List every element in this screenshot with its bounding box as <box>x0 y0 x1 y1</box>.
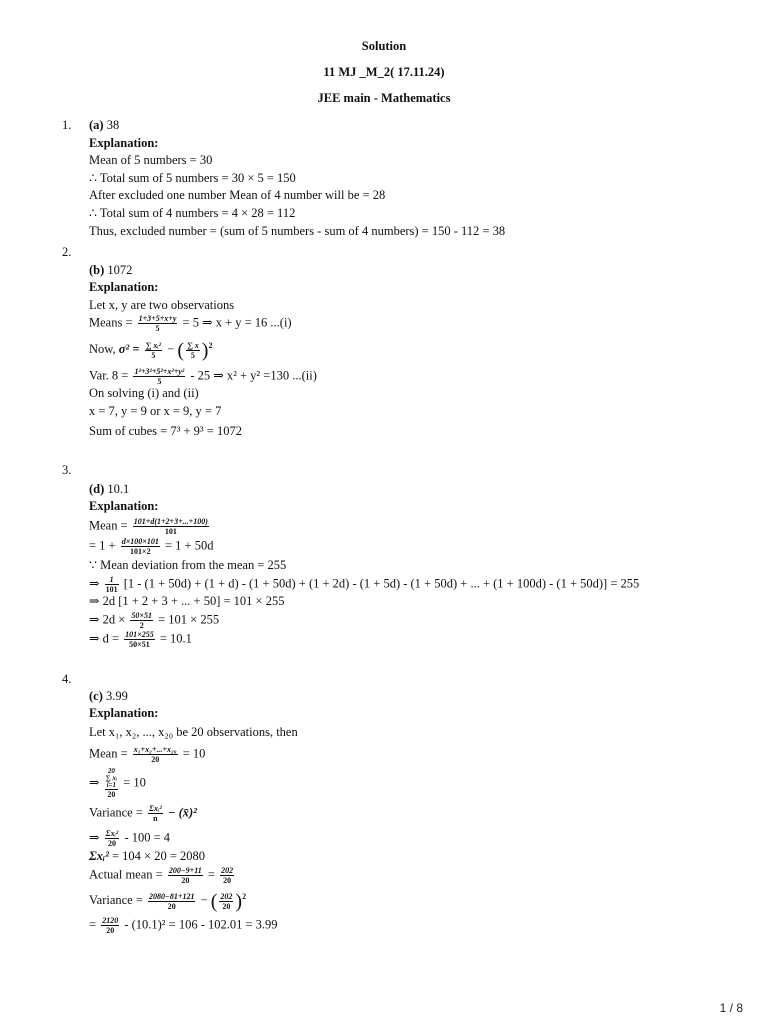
q3-2d-fraction <box>130 611 153 630</box>
doc-code: 11 MJ _M_2( 17.11.24) <box>323 65 445 79</box>
fraction-denominator: 5 <box>151 350 156 360</box>
q2-means-result: = 5 ⇒ x + y = 16 ...(i) <box>182 315 292 330</box>
implies-symbol: ⇒ <box>89 830 100 845</box>
fraction-denominator: 20 <box>222 901 231 911</box>
q4-explanation-heading: Explanation: <box>89 706 159 720</box>
fraction-denominator: 2 <box>139 621 144 630</box>
q4-mean-fraction-sq <box>219 892 233 911</box>
fraction-denominator: 20 <box>107 839 116 848</box>
fraction-numerator: x₁+x₂+...+x₂₀ <box>133 745 177 754</box>
q2-answer <box>89 263 132 277</box>
q2-now-label: Now, <box>89 342 116 357</box>
q4-actual-mean-fraction-2 <box>220 866 234 885</box>
implies-symbol: ⇒ <box>89 775 100 790</box>
fraction-denominator: n <box>153 814 158 823</box>
q2-means-line <box>89 314 292 333</box>
q4-actual-mean-line <box>89 866 236 885</box>
q4-mean-squared: − (x̄)² <box>167 805 197 820</box>
q3-answer <box>89 482 129 496</box>
q1-line: Thus, excluded number = (sum of 5 numbers - sum of 4 numbers) = 150 - 112 = 38 <box>89 224 506 238</box>
doc-title: Solution <box>361 39 407 53</box>
q2-explanation-heading: Explanation: <box>89 280 159 294</box>
q2-var-label: Var. 8 = <box>89 368 129 383</box>
fraction-numerator: 2120 <box>102 916 119 925</box>
q3-2d-line <box>89 611 219 630</box>
q3-simplify-label: = 1 + <box>89 538 116 553</box>
fraction-denominator: 50×51 <box>129 640 150 649</box>
q2-means-fraction <box>138 314 178 333</box>
q4-option: (c) <box>89 689 103 703</box>
q4-implies-fraction <box>105 829 120 848</box>
fraction-denominator: 20 <box>167 901 176 911</box>
q3-d-result: = 10.1 <box>159 631 192 646</box>
fraction-numerator: 1²+3²+5²+x²+y² <box>134 367 185 376</box>
fraction-numerator: 200−9+11 <box>168 866 202 875</box>
q1-line: After excluded one number Mean of 4 number will be = 28 <box>89 188 386 202</box>
fraction-denominator: 5 <box>155 324 160 333</box>
q4-sum-line <box>89 768 146 799</box>
q3-mean-fraction <box>133 517 209 536</box>
q3-mean-label: Mean = <box>89 518 128 533</box>
q4-line: Let x₁, x₂, ..., x₂₀ be 20 observations, then <box>89 725 298 739</box>
fraction-numerator: 50×51 <box>131 611 152 620</box>
fraction-denominator: 20 <box>151 755 160 764</box>
fraction-denominator: 5 <box>190 350 195 360</box>
q2-line: Let x, y are two observations <box>89 298 235 312</box>
square-exponent: 2 <box>242 892 247 901</box>
q4-sum-fraction <box>105 768 118 799</box>
q4-mean-label: Mean = <box>89 746 128 761</box>
q2-variance-formula <box>89 339 212 360</box>
q3-line: ⇒ 2d [1 + 2 + 3 + ... + 50] = 101 × 255 <box>89 594 285 608</box>
page-indicator: 1 / 8 <box>719 1001 743 1015</box>
q3-deviation-line <box>89 575 639 594</box>
q4-variance2-fraction <box>148 892 195 911</box>
q3-number: 3. <box>62 463 72 477</box>
q2-line: On solving (i) and (ii) <box>89 386 199 400</box>
q4-actual-mean-fraction <box>168 866 203 885</box>
q1-answer-value: 38 <box>106 118 120 132</box>
fraction-denominator: 20 <box>223 876 232 885</box>
q1-line: ∴ Total sum of 4 numbers = 4 × 28 = 112 <box>89 206 296 220</box>
q3-2d-result: = 101 × 255 <box>158 612 220 627</box>
q3-simplify-line <box>89 537 213 556</box>
equals-sign: = <box>207 867 215 882</box>
q4-final-line <box>89 916 278 935</box>
fraction-denominator: 5 <box>157 377 162 386</box>
q4-implies-result: - 100 = 4 <box>124 830 171 845</box>
summation-lower-limit: i=1 <box>106 781 117 789</box>
square-exponent: 2 <box>208 341 213 350</box>
fraction-numerator: 1+3+5+x+y <box>138 314 177 323</box>
summation-body: ∑ xᵢ <box>105 774 118 782</box>
q2-line: x = 7, y = 9 or x = 9, y = 7 <box>89 404 222 418</box>
fraction-denominator: 101×2 <box>130 547 151 556</box>
q1-answer <box>89 118 119 132</box>
q4-variance2-line <box>89 890 246 911</box>
q4-variance2-label: Variance = <box>89 893 143 908</box>
q3-d-line <box>89 630 192 649</box>
q4-variance-label: Variance = <box>89 805 143 820</box>
q3-mean-line <box>89 517 211 536</box>
q4-mean-line <box>89 745 205 764</box>
fraction-numerator: Σxᵢ² <box>105 829 119 838</box>
q3-deviation-sum: [1 - (1 + 50d) + (1 + d) - (1 + 50d) + (1 + 2d) - (1 + 5d) - (1 + 50d) + ... + (1 + 100d) - (1 + 50d)] = 255 <box>123 576 640 591</box>
q4-answer <box>89 689 128 703</box>
fraction-numerator: 1 <box>105 575 119 585</box>
q3-2d-label: ⇒ 2d × <box>89 612 126 627</box>
fraction-denominator: 20 <box>181 876 190 885</box>
q2-line: Sum of cubes = 7³ + 9³ = 1072 <box>89 424 242 438</box>
q3-answer-value: 10.1 <box>107 482 130 496</box>
q1-line: ∴ Total sum of 5 numbers = 30 × 5 = 150 <box>89 171 296 185</box>
q4-final-result: - (10.1)² = 106 - 102.01 = 3.99 <box>124 917 278 932</box>
fraction-numerator: 101×255 <box>125 630 154 639</box>
q4-answer-value: 3.99 <box>106 689 128 703</box>
q2-var-fraction <box>133 367 185 386</box>
sum-squares-symbol: Σxᵢ² <box>89 849 109 863</box>
fraction-denominator: 20 <box>107 790 116 799</box>
paren-close: ) <box>235 890 243 913</box>
fraction-denominator: 20 <box>106 926 115 935</box>
q1-line: Mean of 5 numbers = 30 <box>89 153 213 167</box>
q2-mean-fraction <box>186 341 200 360</box>
q4-number: 4. <box>62 672 72 686</box>
q4-mean-fraction <box>133 745 178 764</box>
q3-simplify-fraction <box>121 537 160 556</box>
q4-sumsq-result: = 104 × 20 = 2080 <box>111 849 206 863</box>
q4-implies-line <box>89 829 170 848</box>
q2-var-result: - 25 ⇒ x² + y² =130 ...(ii) <box>190 368 317 383</box>
fraction-numerator: 202 <box>220 891 233 901</box>
q3-option: (d) <box>89 482 105 496</box>
fraction-numerator: ∑ xᵢ² <box>145 340 162 350</box>
q1-option: (a) <box>89 118 104 132</box>
q4-sumsq-line <box>89 849 205 863</box>
q3-d-label: ⇒ d = <box>89 631 120 646</box>
minus-sign: − <box>167 342 175 357</box>
q4-mean-result: = 10 <box>182 746 206 761</box>
sigma-squared: σ² = <box>118 342 140 357</box>
fraction-numerator: 202 <box>221 866 234 875</box>
fraction-numerator: ∑ x <box>187 340 199 350</box>
minus-sign: − <box>200 893 208 908</box>
paren-open: ( <box>210 890 218 913</box>
fraction-denominator: 101 <box>105 585 118 594</box>
q1-explanation-heading: Explanation: <box>89 136 159 150</box>
fraction-numerator: 101+d(1+2+3+...+100) <box>133 517 208 526</box>
q2-var-line <box>89 367 317 386</box>
q2-sum-sq-fraction <box>145 341 162 360</box>
equals-sign: = <box>89 917 97 932</box>
fraction-numerator <box>105 768 118 790</box>
doc-subject: JEE main - Mathematics <box>317 91 451 105</box>
q4-sum-result: = 10 <box>123 775 146 790</box>
q3-reciprocal-fraction <box>105 575 119 594</box>
fraction-numerator: Σxᵢ² <box>149 804 162 813</box>
q2-answer-value: 1072 <box>107 263 133 277</box>
paren-close: ) <box>201 339 209 362</box>
paren-open: ( <box>177 339 185 362</box>
q4-variance-line <box>89 804 197 823</box>
q3-explanation-heading: Explanation: <box>89 499 159 513</box>
q4-actual-mean-label: Actual mean = <box>89 867 163 882</box>
q2-number: 2. <box>62 245 72 259</box>
summation-upper-limit: 20 <box>107 767 115 775</box>
q1-number: 1. <box>62 118 72 132</box>
fraction-numerator: 2080−81+121 <box>149 891 195 901</box>
q4-final-fraction <box>101 916 119 935</box>
q4-variance-fraction <box>148 804 163 823</box>
q3-d-fraction <box>124 630 155 649</box>
q3-simplify-result: = 1 + 50d <box>164 538 214 553</box>
q3-line: ∵ Mean deviation from the mean = 255 <box>89 558 287 572</box>
summation-symbol <box>106 768 117 789</box>
implies-symbol: ⇒ <box>89 576 100 591</box>
q2-means-label: Means = <box>89 315 133 330</box>
fraction-numerator: d×100×101 <box>121 537 159 546</box>
fraction-denominator: 101 <box>164 527 177 536</box>
q2-option: (b) <box>89 263 105 277</box>
